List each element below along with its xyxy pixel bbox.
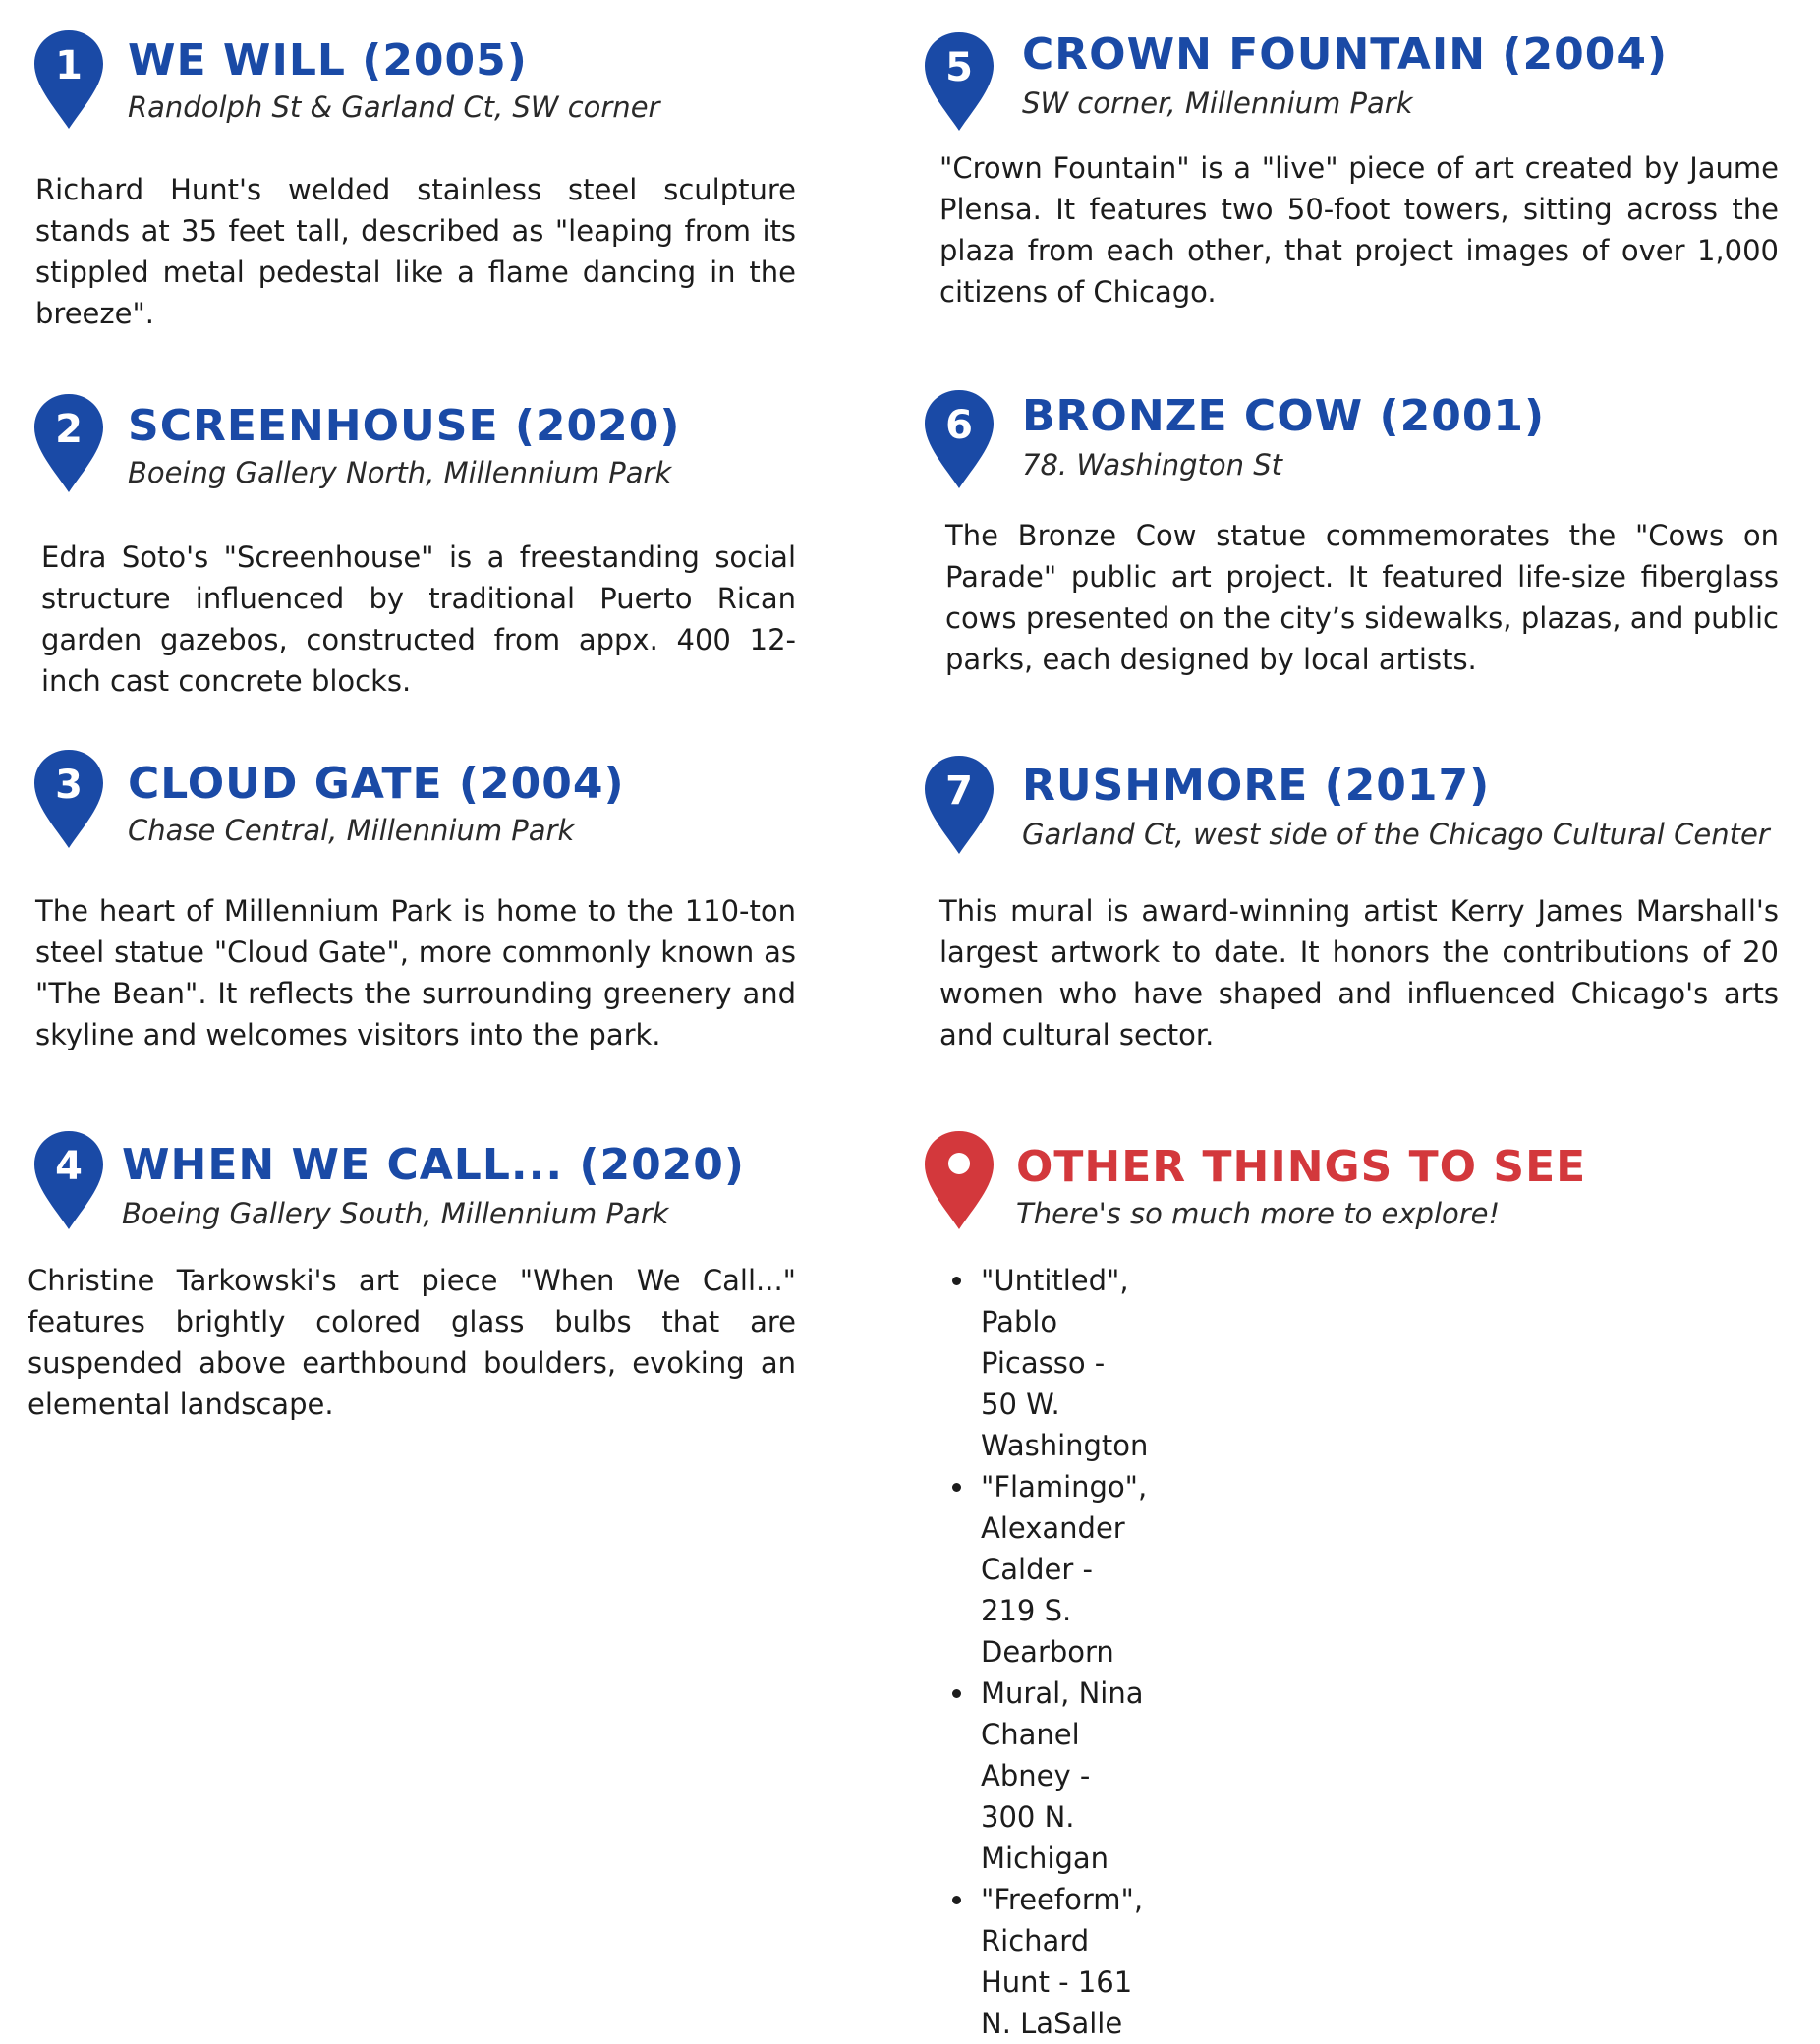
entry-location: Boeing Gallery North, Millennium Park (128, 456, 672, 489)
entry-location: Randolph St & Garland Ct, SW corner (128, 90, 660, 124)
entry-description: Christine Tarkowski's art piece "When We Call..." features brightly colored glass bulbs that are suspended above earthbound boulders, evoking an elemental landscape. (28, 1264, 796, 1421)
section-subtitle: There's so much more to explore! (1016, 1197, 1501, 1230)
entry-description: Edra Soto's "Screenhouse" is a freestanding social structure influenced by traditional Puerto Rican garden gazebos, constructed from appx. 400 12-inch cast concrete blocks. (41, 540, 796, 698)
entry-description: Richard Hunt's welded stainless steel sculpture stands at 35 feet tall, described as "leaping from its stippled metal pedestal like a flame dancing in the breeze". (35, 173, 796, 330)
section-title: OTHER THINGS TO SEE (1016, 1142, 1587, 1192)
list-item: • "Flamingo", Alexander Calder - 219 S. Dearborn (977, 1466, 1148, 1673)
list-item: • Mural, Nina Chanel Abney - 300 N. Michigan (977, 1673, 1148, 1879)
location-pin-icon (31, 1128, 106, 1232)
entry-title: BRONZE COW (2001) (1022, 391, 1546, 441)
entry-title: CROWN FOUNTAIN (2004) (1022, 29, 1669, 80)
entry-location: SW corner, Millennium Park (1022, 86, 1413, 120)
entry-description: The Bronze Cow statue commemorates the "Cows on Parade" public art project. It featured life-size fiberglass cows presented on the city’s sidewalks, plazas, and public parks, each designed by local artists. (945, 519, 1779, 676)
other-things-list (943, 1260, 1148, 2044)
location-pin-icon (922, 29, 996, 134)
pin-number: 2 (55, 407, 83, 452)
pin-number: 5 (945, 45, 973, 90)
location-pin-icon (31, 747, 106, 851)
entry-description: This mural is award-winning artist Kerry James Marshall's largest artwork to date. It honors the contributions of 20 women who have shaped and influenced Chicago's arts and cultural sector. (939, 894, 1779, 1051)
entry-title: WE WILL (2005) (128, 35, 528, 85)
location-pin-icon (31, 391, 106, 495)
entry-description: The heart of Millennium Park is home to the 110-ton steel statue "Cloud Gate", more commonly known as "The Bean". It reflects the surrounding greenery and skyline and welcomes visitors into the park. (35, 894, 796, 1051)
map-pin-icon (922, 1128, 996, 1232)
list-item: • "Freeform", Richard Hunt - 161 N. LaSalle (977, 1879, 1148, 2044)
entry-title: WHEN WE CALL... (2020) (122, 1140, 746, 1190)
entry-title: SCREENHOUSE (2020) (128, 401, 681, 451)
entry-location: Chase Central, Millennium Park (128, 814, 575, 847)
entry-title: RUSHMORE (2017) (1022, 761, 1491, 811)
entry-description: "Crown Fountain" is a "live" piece of art created by Jaume Plensa. It features two 50-foot towers, sitting across the plaza from each other, that project images of over 1,000 citizens of Chicago. (939, 151, 1779, 309)
location-pin-icon (922, 753, 996, 857)
entry-location: Garland Ct, west side of the Chicago Cultural Center (1022, 818, 1770, 851)
pin-number: 3 (55, 763, 83, 808)
pin-number: 4 (55, 1144, 83, 1189)
list-item: • "Untitled", Pablo Picasso - 50 W. Washington (977, 1260, 1148, 1466)
pin-number: 6 (945, 403, 973, 448)
entry-title: CLOUD GATE (2004) (128, 759, 625, 809)
location-pin-icon (31, 28, 106, 132)
pin-number: 7 (945, 768, 973, 814)
entry-location: Boeing Gallery South, Millennium Park (122, 1197, 669, 1230)
pin-number: 1 (55, 43, 83, 88)
entry-location: 78. Washington St (1022, 448, 1283, 482)
location-pin-icon (922, 387, 996, 491)
